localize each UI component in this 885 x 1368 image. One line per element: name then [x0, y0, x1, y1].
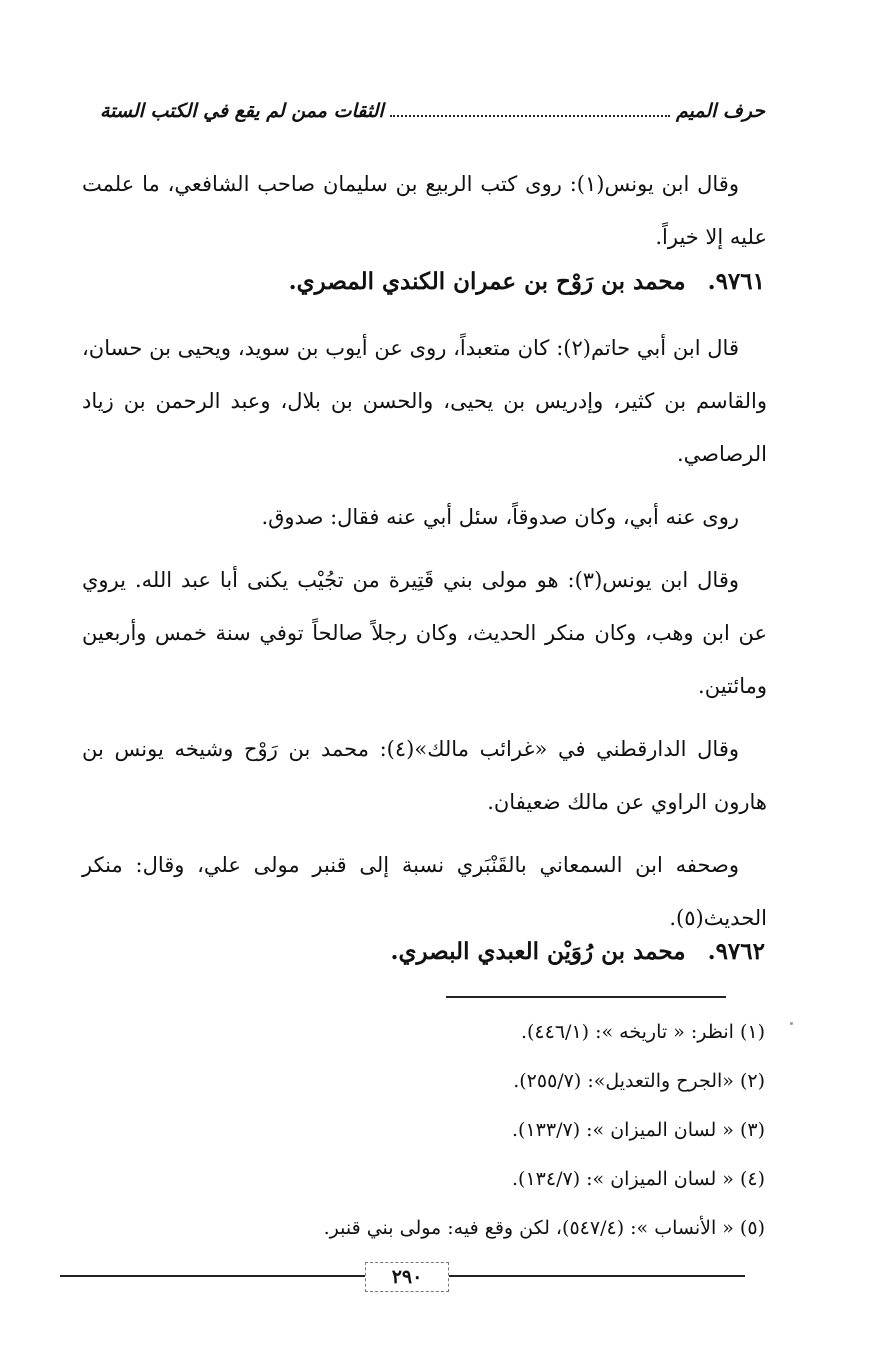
biography-entry-heading	[390, 938, 765, 965]
footnote: (٥) « الأنساب »: (٥٤٧/٤)، لكن وقع فيه: مولى بني قنبر.	[323, 1217, 765, 1239]
paragraph-block-1	[82, 158, 767, 264]
entry-number: ٩٧٦١.	[707, 268, 765, 295]
running-header	[100, 100, 765, 122]
header-book-title: الثقات ممن لم يقع في الكتب الستة	[100, 100, 384, 122]
entry-name: محمد بن رَوْح بن عمران الكندي المصري.	[288, 268, 686, 295]
biography-entry-heading	[289, 268, 765, 295]
page-footer	[60, 1262, 745, 1302]
footnotes	[245, 1008, 765, 1253]
paragraph: وقال ابن يونس(١): روى كتب الربيع بن سليمان صاحب الشافعي، ما علمت عليه إلا خيراً.	[82, 172, 767, 249]
footnote: (١) انظر: « تاريخه »: (٤٤٦/١).	[520, 1021, 765, 1043]
paragraph: وقال الدارقطني في «غرائب مالك»(٤): محمد بن رَوْح وشيخه يونس بن هارون الراوي عن مالك ضعيفان.	[82, 737, 767, 814]
entry-number: ٩٧٦٢.	[707, 938, 765, 965]
scan-speck	[790, 1022, 793, 1025]
paragraph: وقال ابن يونس(٣): هو مولى بني قَتِيرة من تجُيْب يكنى أبا عبد الله. يروي عن ابن وهب، وكان منكر الحديث، وكان رجلاً صالحاً توفي سنة خمس وأربعين ومائتين.	[82, 568, 767, 698]
paragraph: روى عنه أبي، وكان صدوقاً، سئل أبي عنه فقال: صدوق.	[261, 505, 739, 529]
paragraph: وصحفه ابن السمعاني بالقَنْبَري نسبة إلى قنبر مولى علي، وقال: منكر الحديث(٥).	[82, 853, 767, 930]
footnote: (٢) «الجرح والتعديل»: (٢٥٥/٧).	[513, 1070, 765, 1092]
entry-name: محمد بن رُوَيْن العبدي البصري.	[390, 938, 686, 965]
paragraph: قال ابن أبي حاتم(٢): كان متعبداً، روى عن أيوب بن سويد، ويحيى بن حسان، والقاسم بن كثير، وإدريس بن يحيى، والحسن بن بلال، وعبد الرحمن بن زياد الرصاصي.	[82, 336, 767, 466]
header-dot-leader	[390, 103, 670, 117]
page-number: ٢٩٠	[365, 1262, 449, 1292]
footnote: (٤) « لسان الميزان »: (١٣٤/٧).	[512, 1168, 765, 1190]
footnote-separator	[446, 996, 726, 998]
paragraph-block-2	[82, 322, 767, 945]
header-chapter-title: حرف الميم	[676, 100, 765, 122]
footnote: (٣) « لسان الميزان »: (١٣٣/٧).	[512, 1119, 765, 1141]
